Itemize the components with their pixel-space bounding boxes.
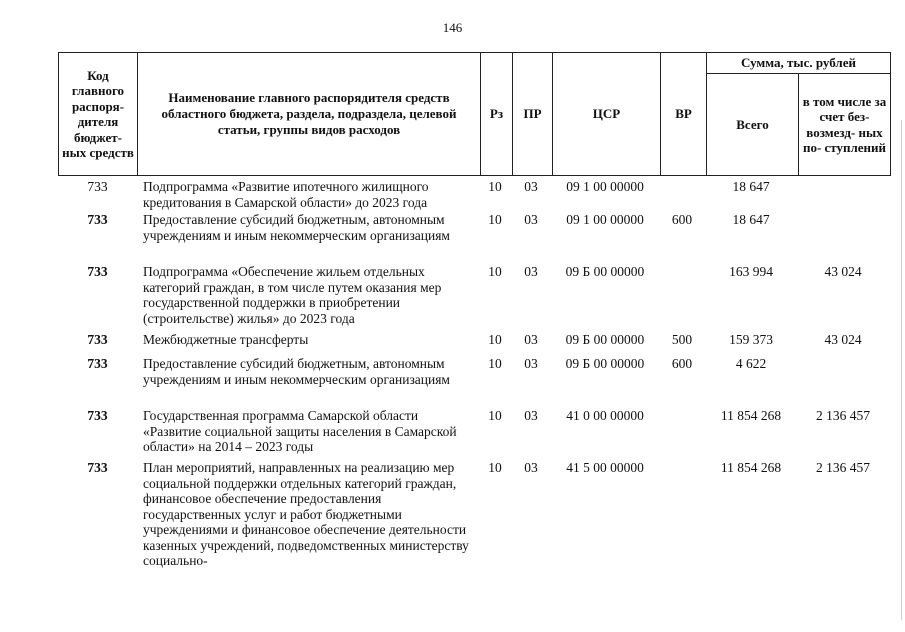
row-name: Межбюджетные трансферты [143, 332, 309, 347]
row-rz: 10 [488, 332, 502, 347]
row-csr: 41 0 00 00000 [566, 408, 644, 423]
row-vr: 500 [671, 332, 693, 347]
row-code: 733 [87, 408, 108, 423]
header-csr: ЦСР [553, 53, 661, 176]
row-csr: 09 Б 00 00000 [565, 264, 645, 279]
row-csr: 09 1 00 00000 [566, 179, 644, 194]
row-name: Подпрограмма «Развитие ипотечного жилищного кредитования в Самарской области» до 2023 года [143, 179, 429, 210]
row-rz: 10 [488, 264, 502, 279]
row-free: 2 136 457 [816, 408, 870, 423]
row-total: 18 647 [732, 212, 770, 227]
row-pr: 03 [524, 264, 538, 279]
table-header [58, 52, 891, 176]
row-name: Предоставление субсидий бюджетным, автономным учреждениям и иным некоммерческим организациям [143, 212, 450, 243]
row-pr: 03 [524, 460, 538, 475]
row-total: 11 854 268 [720, 408, 782, 423]
scan-edge-line [901, 120, 902, 620]
row-name: Подпрограмма «Обеспечение жильем отдельных категорий граждан, в том числе путем оказания мер государственной поддержки в приобретении (строительстве) жилья» до 2023 года [143, 264, 442, 326]
row-code: 733 [87, 460, 108, 475]
header-rz: Рз [481, 53, 513, 176]
header-name: Наименование главного распорядителя средств областного бюджета, раздела, подраздела, целевой статьи, группы видов расходов [138, 53, 481, 176]
row-free: 2 136 457 [816, 460, 870, 475]
row-total: 159 373 [729, 332, 773, 347]
header-code: Код главного распоря- дителя бюджет- ных средств [59, 53, 138, 176]
row-total: 163 994 [729, 264, 773, 279]
row-pr: 03 [524, 356, 538, 371]
header-total: Всего [707, 74, 799, 176]
header-pr: ПР [513, 53, 553, 176]
row-rz: 10 [488, 212, 502, 227]
row-free: 43 024 [824, 264, 862, 279]
row-free: 43 024 [824, 332, 862, 347]
row-pr: 03 [524, 212, 538, 227]
row-pr: 03 [524, 332, 538, 347]
row-code: 733 [87, 332, 108, 347]
row-name: План мероприятий, направленных на реализацию мер социальной поддержки отдельных категорий граждан, финансовое обеспечение предоставления государственных услуг и работ бюджетными учреждениями и финансовое обеспечение деятельности казенных учреждений, подведомственных министерству социально- [143, 460, 469, 568]
row-rz: 10 [488, 460, 502, 475]
row-total: 4 622 [735, 356, 767, 371]
page-number: 146 [442, 20, 463, 35]
row-rz: 10 [488, 179, 502, 194]
row-csr: 41 5 00 00000 [566, 460, 644, 475]
row-name: Государственная программа Самарской области «Развитие социальной защиты населения в Самарской области» на 2014 – 2023 годы [143, 408, 457, 454]
row-name: Предоставление субсидий бюджетным, автономным учреждениям и иным некоммерческим организациям [143, 356, 450, 387]
row-csr: 09 Б 00 00000 [565, 356, 645, 371]
row-csr: 09 1 00 00000 [566, 212, 644, 227]
row-code: 733 [87, 264, 108, 279]
row-csr: 09 Б 00 00000 [565, 332, 645, 347]
row-total: 11 854 268 [720, 460, 782, 475]
row-vr: 600 [671, 356, 693, 371]
row-rz: 10 [488, 356, 502, 371]
row-rz: 10 [488, 408, 502, 423]
row-pr: 03 [524, 179, 538, 194]
header-sum-group: Сумма, тыс. рублей [707, 53, 891, 74]
row-total: 18 647 [732, 179, 770, 194]
header-free: в том числе за счет без- возмезд- ных по- ступлений [799, 74, 891, 176]
row-code: 733 [87, 356, 108, 371]
row-vr: 600 [671, 212, 693, 227]
row-pr: 03 [524, 408, 538, 423]
header-vr: ВР [661, 53, 707, 176]
row-code: 733 [87, 179, 108, 194]
row-code: 733 [87, 212, 108, 227]
